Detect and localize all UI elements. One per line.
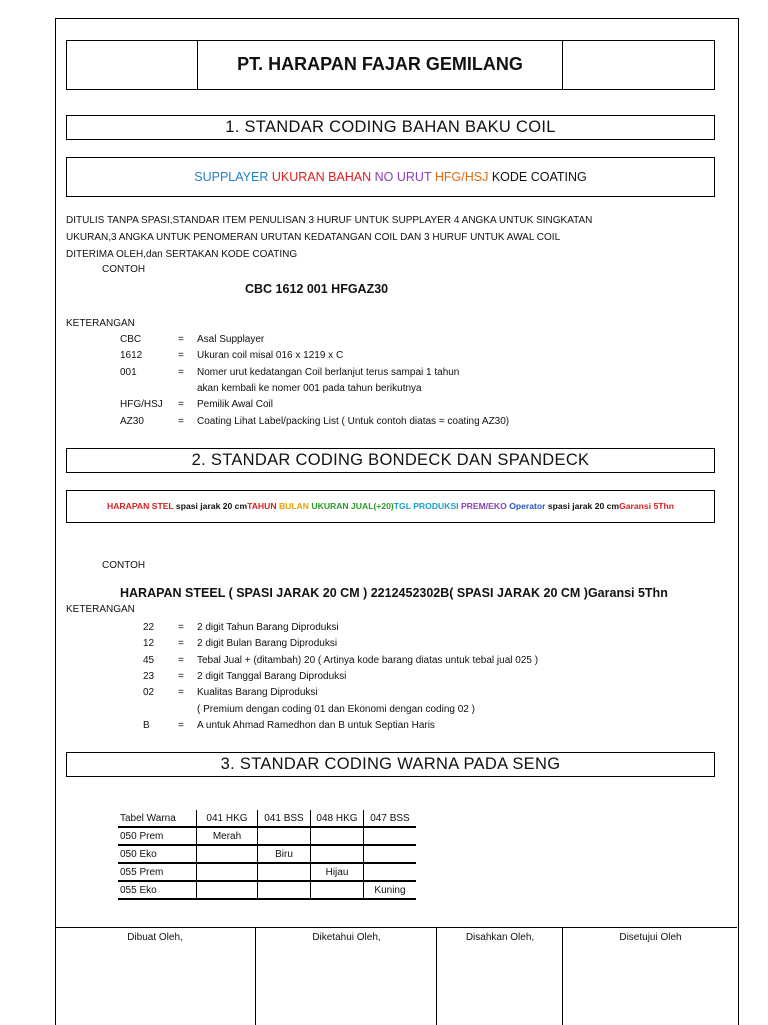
section1-format-part: NO URUT bbox=[374, 170, 432, 184]
legend-description: Asal Supplayer bbox=[197, 334, 265, 345]
table-cell: Merah bbox=[197, 827, 258, 845]
table-cell bbox=[258, 881, 311, 899]
legend-description: Tebal Jual + (ditambah) 20 ( Artinya kode barang diatas untuk tebal jual 025 ) bbox=[197, 654, 539, 666]
company-name: PT. HARAPAN FAJAR GEMILANG bbox=[237, 54, 523, 74]
section2-format-part: TGL PRODUKSI bbox=[393, 501, 461, 511]
table-cell: 055 Eko bbox=[118, 881, 197, 899]
section2-format-part: BULAN bbox=[278, 501, 312, 511]
table-row bbox=[118, 845, 416, 863]
table-header-cell: 048 HKG bbox=[311, 810, 364, 827]
signature-column-disahkan bbox=[436, 928, 562, 1025]
legend-description: ( Premium dengan coding 01 dan Ekonomi dengan coding 02 ) bbox=[197, 703, 475, 715]
table-cell bbox=[364, 863, 417, 881]
table-cell bbox=[311, 881, 364, 899]
legend-description: 2 digit Tahun Barang Diproduksi bbox=[197, 622, 339, 633]
table-header-cell: Tabel Warna bbox=[118, 810, 197, 827]
signature-label-dibuat: Dibuat Oleh, bbox=[127, 932, 183, 943]
table-header-cell: 041 BSS bbox=[258, 810, 311, 827]
table-header-row bbox=[118, 810, 416, 827]
legend-equals: = bbox=[178, 687, 184, 699]
legend-code: 001 bbox=[120, 366, 137, 378]
legend-code: 1612 bbox=[120, 350, 143, 362]
section2-format-part: Operator bbox=[509, 501, 546, 511]
header-divider-right bbox=[562, 41, 563, 89]
legend-code: B bbox=[143, 719, 150, 731]
section2-example: HARAPAN STEEL ( SPASI JARAK 20 CM ) 2212452302B( SPASI JARAK 20 CM )Garansi 5Thn bbox=[120, 586, 668, 600]
legend-description: A untuk Ahmad Ramedhon dan B untuk Septian Haris bbox=[197, 719, 435, 731]
table-cell bbox=[197, 845, 258, 863]
table-cell bbox=[364, 845, 417, 863]
legend-description: 2 digit Bulan Barang Diproduksi bbox=[197, 638, 338, 650]
table-cell bbox=[197, 863, 258, 881]
legend-description: Coating Lihat Label/packing List ( Untuk contoh diatas = coating AZ30) bbox=[197, 415, 510, 427]
table-header-cell: 047 BSS bbox=[364, 810, 417, 827]
table-cell bbox=[197, 881, 258, 899]
description-line: UKURAN,3 ANGKA UNTUK PENOMERAN URUTAN KEDATANGAN COIL DAN 3 HURUF UNTUK AWAL COIL bbox=[66, 232, 561, 243]
section2-format-part: UKURAN JUAL(+20) bbox=[311, 501, 394, 511]
section1-keterangan-label: KETERANGAN bbox=[66, 318, 135, 329]
legend-equals: = bbox=[178, 670, 184, 682]
table-row bbox=[118, 863, 416, 881]
legend-code: 23 bbox=[143, 670, 155, 682]
table-cell: Hijau bbox=[311, 863, 364, 881]
table-row bbox=[118, 881, 416, 899]
section2-keterangan-label: KETERANGAN bbox=[66, 604, 135, 615]
legend-description: Pemilik Awal Coil bbox=[197, 399, 273, 411]
table-cell: Biru bbox=[258, 845, 311, 863]
section2-format-part: PREM/EKO bbox=[460, 501, 510, 511]
legend-code: 45 bbox=[143, 654, 155, 666]
section1-format-box bbox=[66, 157, 715, 197]
section1-title: 1. STANDAR CODING BAHAN BAKU COIL bbox=[66, 115, 715, 140]
legend-description: akan kembali ke nomer 001 pada tahun berikutnya bbox=[197, 382, 422, 394]
table-cell: 050 Prem bbox=[118, 827, 197, 845]
legend-equals: = bbox=[178, 415, 184, 427]
description-line: DITERIMA OLEH,dan SERTAKAN KODE COATING bbox=[66, 249, 298, 260]
legend-description: 2 digit Tanggal Barang Diproduksi bbox=[197, 670, 347, 682]
table-cell: 050 Eko bbox=[118, 845, 197, 863]
legend-equals: = bbox=[178, 622, 184, 633]
signature-label-disahkan: Disahkan Oleh, bbox=[465, 932, 535, 943]
legend-equals: = bbox=[178, 399, 184, 411]
legend-equals: = bbox=[178, 719, 184, 731]
section1-example: CBC 1612 001 HFGAZ30 bbox=[245, 282, 389, 296]
signature-area bbox=[55, 927, 737, 1025]
section1-contoh-label: CONTOH bbox=[102, 264, 146, 275]
section3-title: 3. STANDAR CODING WARNA PADA SENG bbox=[66, 752, 715, 777]
section1-format-part: UKURAN BAHAN bbox=[271, 170, 372, 184]
legend-equals: = bbox=[178, 654, 184, 666]
legend-code: 22 bbox=[143, 622, 155, 633]
section2-format-box bbox=[66, 490, 715, 523]
legend-code: CBC bbox=[120, 334, 142, 345]
table-cell: 055 Prem bbox=[118, 863, 197, 881]
legend-equals: = bbox=[178, 334, 184, 345]
section2-format-part: spasi jarak 20 cm bbox=[173, 501, 248, 511]
signature-column-diketahui bbox=[255, 928, 436, 1025]
table-cell: Kuning bbox=[364, 881, 417, 899]
section1-format-part: HFG/HSJ bbox=[434, 170, 489, 184]
legend-equals: = bbox=[178, 350, 184, 362]
legend-code: HFG/HSJ bbox=[120, 399, 163, 411]
table-cell bbox=[311, 845, 364, 863]
table-cell bbox=[364, 827, 417, 845]
header-box bbox=[66, 40, 715, 90]
legend-equals: = bbox=[178, 366, 184, 378]
legend-equals: = bbox=[178, 638, 184, 650]
signature-label-disetujui: Disetujui Oleh bbox=[619, 932, 682, 943]
section2-format-part: Garansi 5Thn bbox=[619, 501, 674, 511]
legend-description: Nomer urut kedatangan Coil berlanjut terus sampai 1 tahun bbox=[197, 366, 460, 378]
legend-code: AZ30 bbox=[120, 415, 144, 427]
legend-description: Kualitas Barang Diproduksi bbox=[197, 687, 318, 699]
section1-format-part: SUPPLAYER bbox=[194, 170, 269, 184]
section2-format-part: TAHUN bbox=[247, 501, 279, 511]
section2-format-part: spasi jarak 20 cm bbox=[545, 501, 620, 511]
legend-code: 12 bbox=[143, 638, 155, 650]
section2-title: 2. STANDAR CODING BONDECK DAN SPANDECK bbox=[66, 448, 715, 473]
section2-format-part: HARAPAN STEL bbox=[107, 501, 174, 511]
signature-column-disetujui bbox=[562, 928, 737, 1025]
table-cell bbox=[258, 827, 311, 845]
legend-description: Ukuran coil misal 016 x 1219 x C bbox=[197, 350, 344, 362]
table-row bbox=[118, 827, 416, 845]
section2-contoh-label: CONTOH bbox=[102, 560, 146, 571]
color-table bbox=[118, 810, 416, 900]
signature-label-diketahui: Diketahui Oleh, bbox=[312, 932, 381, 943]
table-cell bbox=[311, 827, 364, 845]
table-cell bbox=[258, 863, 311, 881]
description-line: DITULIS TANPA SPASI,STANDAR ITEM PENULISAN 3 HURUF UNTUK SUPPLAYER 4 ANGKA UNTUK SINGKATAN bbox=[66, 215, 593, 226]
table-header-cell: 041 HKG bbox=[197, 810, 258, 827]
section1-description bbox=[66, 212, 626, 263]
signature-column-dibuat bbox=[55, 928, 255, 1025]
section1-format-part: KODE COATING bbox=[491, 170, 587, 184]
legend-code: 02 bbox=[143, 687, 155, 699]
